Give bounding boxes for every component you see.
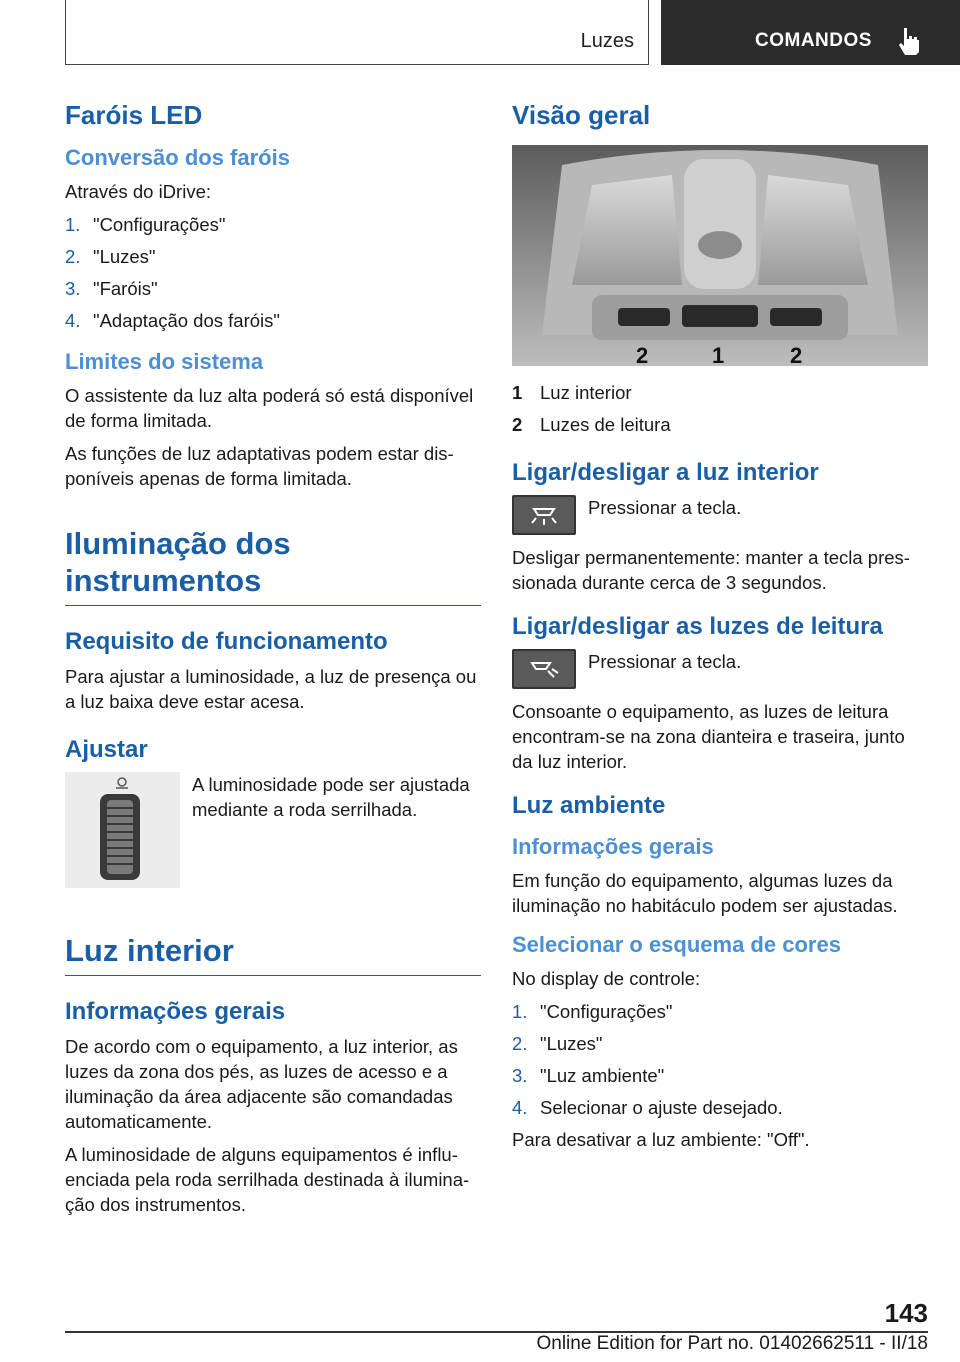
footer-edition: Online Edition for Part no. 01402662511 - II/18 — [536, 1333, 928, 1354]
callout-2-left: 2 — [636, 343, 649, 366]
adjust-text: A luminosidade pode ser ajustada mediante a roda serrilhada. — [192, 774, 470, 820]
callout-1: 1 — [712, 343, 725, 366]
reading-light-icon — [514, 651, 574, 687]
heading-general-info: Informações gerais — [65, 998, 286, 1025]
list-item: 1 Luz interior — [512, 382, 632, 403]
right-column — [512, 100, 928, 1160]
heading-toggle-reading: Ligar/desligar as luzes de leitura — [512, 613, 883, 640]
list-item: 2. "Luzes" — [65, 246, 156, 267]
page-number: 143 — [884, 1298, 928, 1328]
paragraph-toggle-reading: Consoante o equipamento, as luzes de leitura encontram-se na zona dianteira e traseira, junto da luz interior. — [512, 701, 905, 772]
toggle-interior-text: Pressionar a tecla. — [588, 497, 742, 518]
paragraph-info-1: De acordo com o equipamento, a luz interior, as luzes da zona dos pés, as luzes de acesso e a iluminação da área adjacente são comandadas automaticamente. — [65, 1036, 458, 1132]
list-item: 2. "Luzes" — [512, 1033, 603, 1054]
heading-instrument-lighting: Iluminação dos instrumentos — [65, 525, 481, 606]
overhead-console-illustration — [512, 145, 928, 366]
list-item: 4. "Adaptação dos faróis" — [65, 310, 280, 331]
overhead-console-image — [512, 145, 928, 366]
thumbwheel-image — [65, 772, 180, 888]
list-item: 3. "Luz ambiente" — [512, 1065, 665, 1086]
pointing-hand-icon — [895, 26, 921, 56]
heading-interior-light: Luz interior — [65, 932, 481, 976]
steps-list-headlights — [65, 212, 481, 333]
toggle-reading-row — [512, 649, 928, 689]
heading-overview: Visão geral — [512, 100, 651, 130]
thumbwheel-icon — [65, 772, 180, 888]
header-chapter-label: COMANDOS — [755, 30, 872, 51]
paragraph-requirement: Para ajustar a luminosidade, a luz de presença ou a luz baixa deve estar acesa. — [65, 666, 477, 712]
overview-legend — [512, 380, 928, 437]
paragraph-limits-1: O assistente da luz alta poderá só está disponível de forma limitada. — [65, 385, 474, 431]
paragraph-select-intro: No display de controle: — [512, 968, 701, 989]
heading-system-limits: Limites do sistema — [65, 349, 264, 374]
paragraph-ambient-info: Em função do equipamento, algumas luzes da iluminação no habitáculo podem ser ajustadas. — [512, 870, 898, 916]
heading-select-color: Selecionar o esquema de cores — [512, 932, 841, 957]
list-item: 4. Selecionar o ajuste desejado. — [512, 1097, 783, 1118]
interior-light-icon — [514, 497, 574, 533]
header-section-label: Luzes — [580, 30, 634, 52]
heading-function-requirement: Requisito de funcionamento — [65, 628, 388, 655]
paragraph-idrive-intro: Através do iDrive: — [65, 181, 211, 202]
list-item: 3. "Faróis" — [65, 278, 158, 299]
interior-light-button-image — [512, 495, 576, 535]
adjust-row — [65, 772, 481, 888]
list-item: 1. "Configurações" — [65, 214, 226, 235]
paragraph-info-2: A luminosidade de alguns equipamentos é influ-enciada pela roda serrilhada destinada à ilumina-ção dos instrumentos. — [65, 1144, 470, 1215]
callout-2-right: 2 — [790, 343, 803, 366]
reading-light-button-image — [512, 649, 576, 689]
heading-ambient-info: Informações gerais — [512, 834, 714, 859]
toggle-reading-text: Pressionar a tecla. — [588, 651, 742, 672]
paragraph-ambient-off: Para desativar a luz ambiente: "Off". — [512, 1129, 810, 1150]
paragraph-limits-2: As funções de luz adaptativas podem estar dis-poníveis apenas de forma limitada. — [65, 443, 454, 489]
paragraph-toggle-interior: Desligar permanentemente: manter a tecla pres-sionada durante cerca de 3 segundos. — [512, 547, 910, 593]
heading-led-headlights: Faróis LED — [65, 100, 203, 130]
heading-adjust: Ajustar — [65, 736, 148, 763]
heading-headlight-conversion: Conversão dos faróis — [65, 145, 290, 170]
heading-ambient-light: Luz ambiente — [512, 792, 666, 819]
header-chapter-tab[interactable] — [661, 0, 960, 65]
header-section-box — [65, 0, 649, 65]
left-column — [65, 100, 481, 1225]
toggle-interior-row — [512, 495, 928, 535]
steps-list-ambient — [512, 999, 928, 1120]
heading-toggle-interior: Ligar/desligar a luz interior — [512, 459, 819, 486]
list-item: 2 Luzes de leitura — [512, 414, 671, 435]
list-item: 1. "Configurações" — [512, 1001, 673, 1022]
